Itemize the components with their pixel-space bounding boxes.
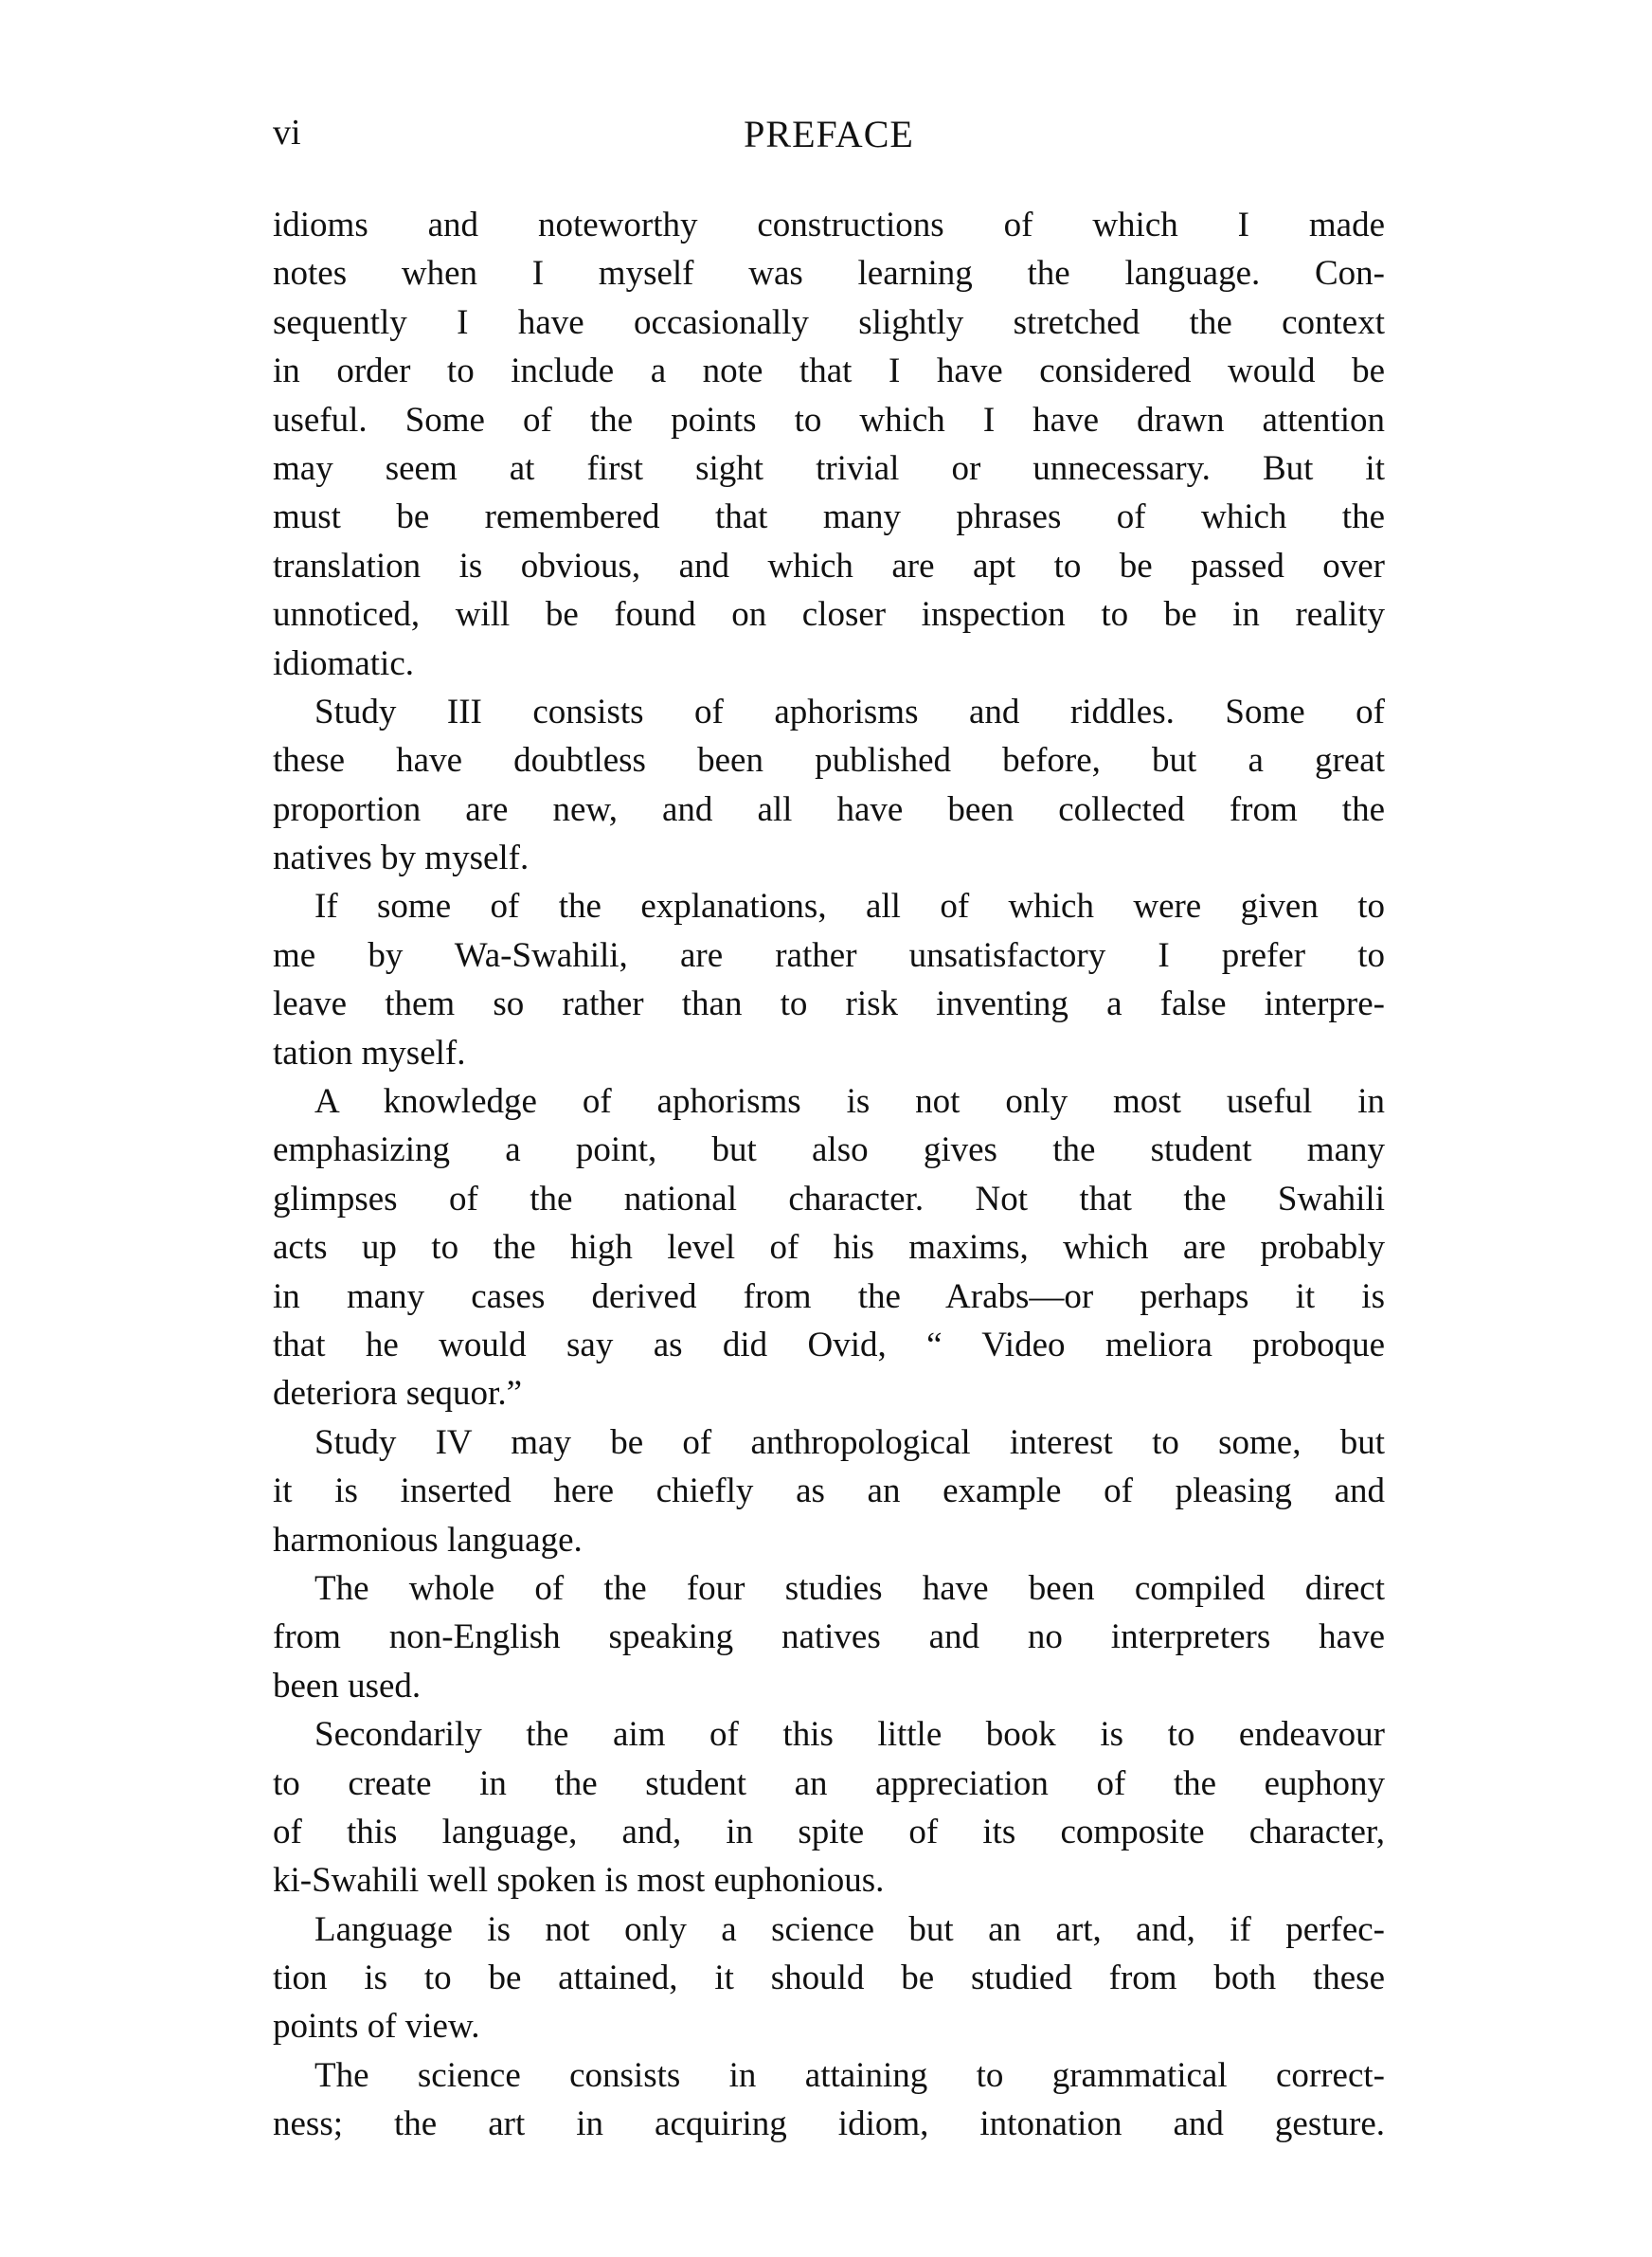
text-line: Language is not only a science but an art, and, if perfec- [314,1909,1385,1949]
running-head [273,112,1385,159]
text-line: proportion are new, and all have been collected from the [273,789,1385,829]
text-line: unnoticed, will be found on closer inspection to be in reality [273,595,1385,635]
paragraph [273,1905,1385,2051]
text-line: from non-English speaking natives and no interpreters have [273,1617,1385,1657]
paragraph [273,1710,1385,1905]
paragraph [273,1564,1385,1710]
paragraph [273,201,1385,688]
text-line: harmonious language. [273,1520,583,1560]
paragraph [273,882,1385,1077]
paragraph [273,688,1385,883]
text-line: ness; the art in acquiring idiom, intonation and gesture. [273,2104,1385,2144]
text-line: translation is obvious, and which are apt to be passed over [273,546,1385,586]
text-line: idiomatic. [273,643,414,683]
text-line: notes when I myself was learning the language. Con- [273,254,1385,294]
text-line: glimpses of the national character. Not that the Swahili [273,1179,1385,1219]
text-line: must be remembered that many phrases of which the [273,497,1385,537]
text-line: may seem at first sight trivial or unnecessary. But it [273,448,1385,488]
text-line: Secondarily the aim of this little book is to endeavour [314,1715,1385,1755]
text-line: in many cases derived from the Arabs—or perhaps it is [273,1276,1385,1316]
text-line: it is inserted here chiefly as an example of pleasing and [273,1472,1385,1511]
text-line: these have doubtless been published before, but a great [273,741,1385,781]
text-line: that he would say as did Ovid, “ Video meliora proboque [273,1325,1385,1364]
text-line: been used. [273,1666,422,1706]
text-line: deteriora sequor.” [273,1374,522,1414]
text-line: in order to include a note that I have considered would be [273,352,1385,391]
text-line: emphasizing a point, but also gives the student many [273,1130,1385,1170]
text-line: idioms and noteworthy constructions of which I made [273,206,1385,244]
text-line: ki-Swahili well spoken is most euphonious. [273,1861,885,1901]
text-line: acts up to the high level of his maxims, which are probably [273,1228,1385,1268]
text-line: me by Wa-Swahili, are rather unsatisfactory I prefer to [273,935,1385,975]
paragraph [273,1077,1385,1418]
paragraph [273,2051,1385,2149]
text-line: tation myself. [273,1033,466,1073]
text-line: natives by myself. [273,839,530,878]
body-text [273,201,1385,2149]
paragraph [273,1418,1385,1564]
text-line: tion is to be attained, it should be studied from both these [273,1959,1385,1998]
text-line: to create in the student an appreciation of the euphony [273,1763,1385,1803]
text-line: The science consists in attaining to grammatical correct- [314,2055,1385,2095]
text-line: sequently I have occasionally slightly stretched the context [273,302,1385,342]
text-line: points of view. [273,2007,480,2047]
text-line: useful. Some of the points to which I have drawn attention [273,400,1385,440]
text-line: Study IV may be of anthropological interest to some, but [314,1422,1385,1462]
text-line: If some of the explanations, all of which were given to [314,887,1385,927]
text-line: leave them so rather than to risk inventing a false interpre- [273,984,1385,1024]
page-number: vi [273,113,301,153]
text-line: of this language, and, in spite of its composite character, [273,1812,1385,1851]
text-line: Study III consists of aphorisms and riddles. Some of [314,692,1385,731]
page-title: PREFACE [744,113,914,155]
text-line: The whole of the four studies have been compiled direct [314,1568,1385,1608]
text-line: A knowledge of aphorisms is not only most useful in [314,1082,1385,1122]
